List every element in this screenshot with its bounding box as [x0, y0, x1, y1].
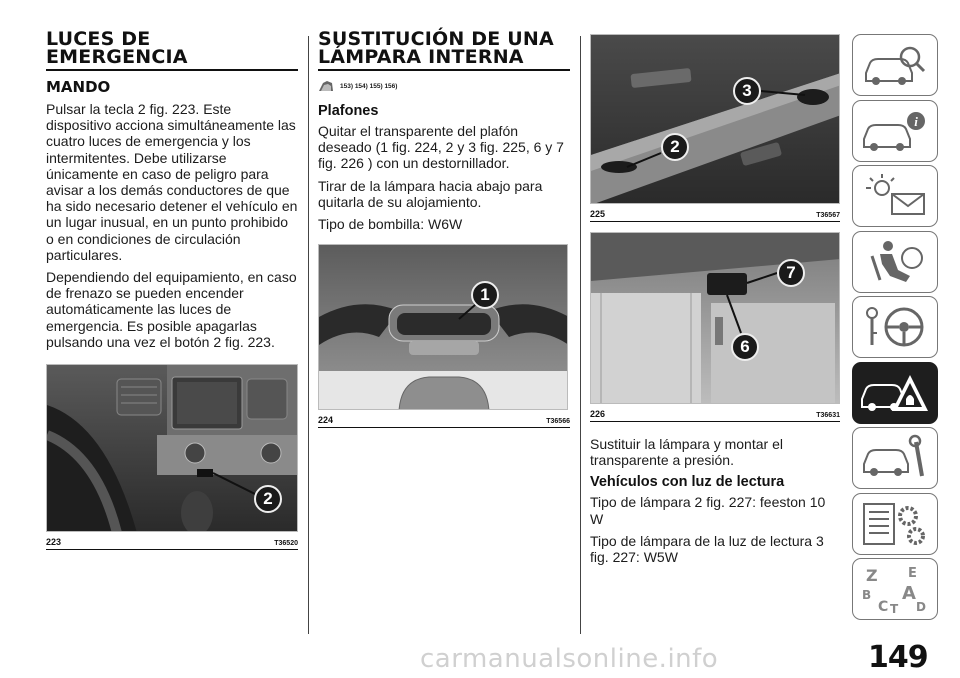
callout-1: 1: [471, 281, 499, 309]
car-info-icon: [858, 105, 932, 157]
key-steering-wheel-icon: [858, 301, 932, 353]
tab-index[interactable]: [852, 558, 938, 620]
subheading-plafones: Plafones: [318, 103, 379, 119]
tab-emergency[interactable]: [852, 362, 938, 424]
caption-rule: [318, 427, 570, 428]
column-interior-lamp: [318, 30, 570, 428]
figure-code: T36566: [546, 418, 570, 426]
figure-caption: [46, 537, 298, 547]
index-letter: C: [878, 599, 889, 615]
tab-car-info[interactable]: [852, 100, 938, 162]
ceiling-light-illustration: [319, 245, 568, 410]
overhead-lights-illustration: [591, 35, 840, 204]
figure-number: 225: [590, 209, 606, 219]
figure-223-dashboard: [46, 364, 298, 532]
paragraph: Quitar el transparente del plafón deseado (1 fig. 224, 2 y 3 fig. 225, 6 y 7 fig. 226 ) con un destornillador.: [318, 123, 564, 172]
subheading-reading-light: Vehículos con luz de lectura: [590, 474, 785, 491]
callout-6: 6: [731, 333, 759, 361]
cargo-light-illustration: [591, 233, 840, 404]
caption-rule: [590, 421, 840, 422]
tab-driving[interactable]: [852, 296, 938, 358]
title-rule: [318, 69, 570, 71]
paragraph: Pulsar la tecla 2 fig. 223. Este dispositivo acciona simultáneamente las cuatro luces de emergencia y los intermitentes. Debe utilizarse únicamente en caso de peligro para avisar a los demás conductores de que ha sido necesario detener el vehículo en un lugar inusual, en un punto prohibido o en condiciones de circulación particulares.: [46, 101, 298, 263]
paragraph: Sustituir la lámpara y montar el transparente a presión.: [590, 436, 783, 469]
figure-code: T36520: [274, 540, 298, 548]
column-emergency-lights: [46, 30, 298, 550]
section-title: SUSTITUCIÓN DE UNA LÁMPARA INTERNA: [318, 28, 554, 68]
car-warning-icon: [858, 367, 932, 419]
lamp-text-block: [590, 436, 840, 565]
index-letter: T: [890, 602, 899, 615]
index-letter: E: [908, 566, 917, 581]
paragraph: Tipo de lámpara de la luz de lectura 3 fig. 227: W5W: [590, 532, 824, 566]
figure-caption: [590, 409, 840, 419]
svg-text:i: i: [914, 113, 918, 129]
tab-car-search[interactable]: [852, 34, 938, 96]
tab-safety[interactable]: [852, 231, 938, 293]
index-letter: A: [902, 583, 916, 604]
tab-maintenance[interactable]: [852, 427, 938, 489]
title-rule: [46, 69, 298, 71]
figure-225-overhead-lights: [590, 34, 840, 204]
section-title: LUCES DE EMERGENCIA: [46, 28, 188, 68]
column-divider: [308, 36, 309, 634]
car-wrench-icon: [858, 432, 932, 484]
column-figures-and-lamps: [590, 34, 840, 571]
figure-224-ceiling-light: [318, 244, 568, 410]
paragraph: Tipo de bombilla: W6W: [318, 216, 463, 233]
hand-warning-icon: [318, 79, 334, 93]
paragraph: Tirar de la lámpara hacia abajo para quitarla de su alojamiento.: [318, 177, 543, 210]
figure-caption: [590, 209, 840, 219]
index-letter: Z: [866, 566, 878, 585]
car-search-icon: [858, 39, 932, 91]
warning-references: [318, 79, 570, 93]
figure-226-cargo-light: [590, 232, 840, 404]
index-letter: B: [862, 588, 872, 602]
figure-number: 224: [318, 415, 334, 426]
callout-2: 2: [254, 485, 282, 513]
caption-rule: [46, 549, 298, 550]
paragraph: Tipo de lámpara 2 fig. 227: feeston 10 W: [590, 494, 826, 527]
callout-7: 7: [777, 259, 805, 287]
watermark: carmanualsonline.info: [420, 644, 719, 674]
tab-technical-data[interactable]: [852, 493, 938, 555]
callout-3: 3: [733, 77, 761, 105]
figure-code: T36631: [816, 412, 840, 419]
figure-code: T36567: [816, 212, 840, 219]
airbag-seat-icon: [858, 236, 932, 288]
index-letter: D: [916, 600, 926, 614]
section-subtitle: MANDO: [46, 78, 111, 96]
figure-number: 223: [46, 537, 62, 548]
chapter-tab-bar: [852, 34, 938, 624]
warning-refs: 153) 154) 155) 156): [340, 82, 398, 90]
paragraph: Dependiendo del equipamiento, en caso de frenazo se pueden encender automáticamente las luces de emergencia. Es posible apagarlas pulsando una vez el botón 2 fig. 223.: [46, 269, 297, 350]
figure-caption: [318, 415, 570, 425]
column-divider: [580, 36, 581, 634]
tab-lights-messages[interactable]: [852, 165, 938, 227]
figure-number: 226: [590, 409, 606, 419]
callout-2: 2: [661, 133, 689, 161]
list-gears-icon: [858, 498, 932, 550]
page-number: 149: [868, 640, 928, 675]
caption-rule: [590, 221, 840, 222]
alphabet-index-icon: [858, 563, 932, 615]
light-envelope-icon: [858, 170, 932, 222]
